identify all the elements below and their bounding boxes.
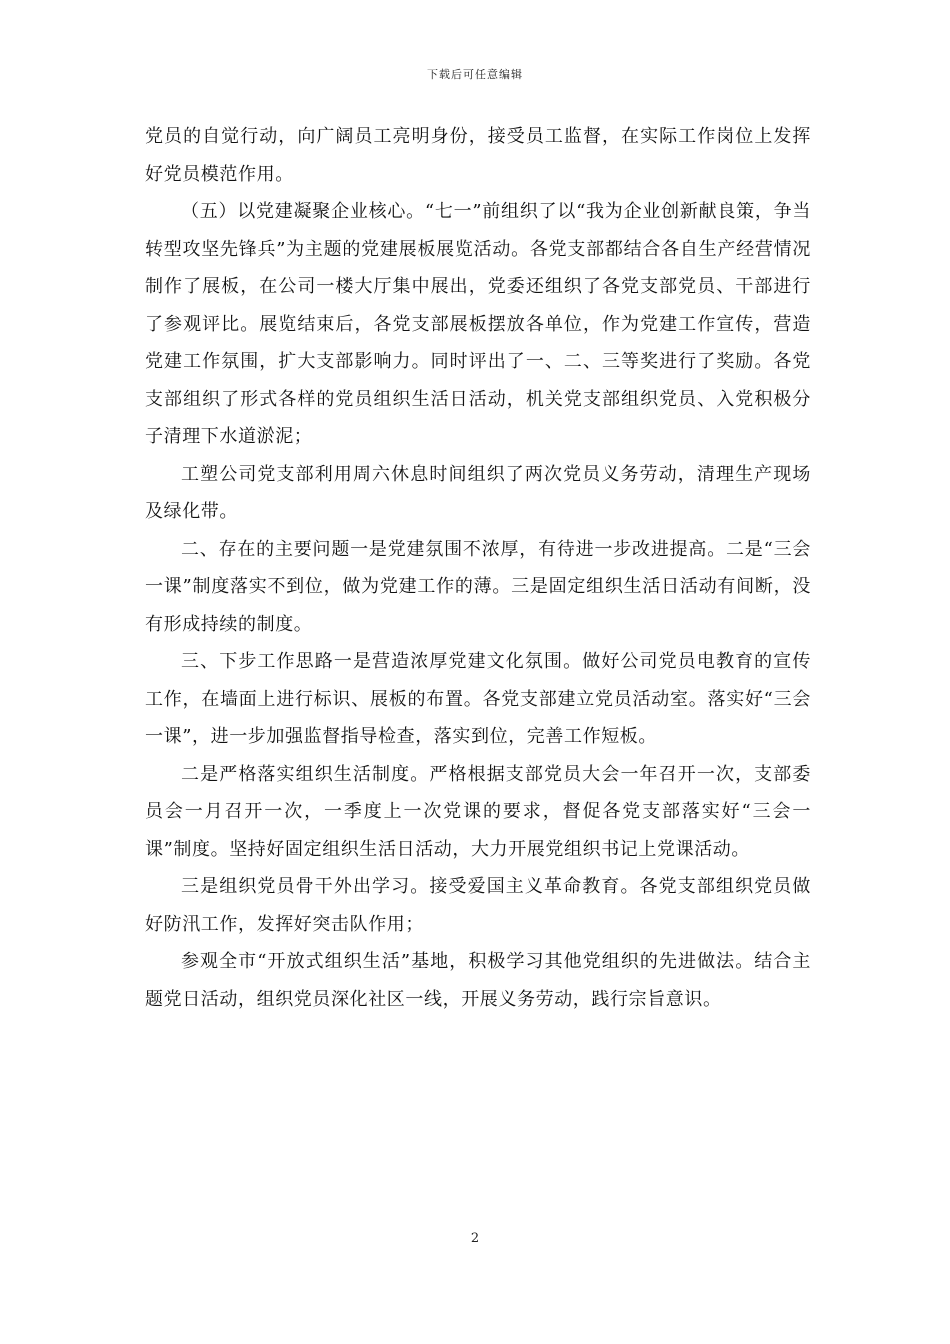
paragraph-5: 三、下步工作思路一是营造浓厚党建文化氛围。做好公司党员电教育的宣传工作，在墙面上进行标识、展板的布置。各党支部建立党员活动室。落实好“三会一课”，进一步加强监督指导检查，落实到位，完善工作短板。 — [145, 651, 811, 747]
page-number: 2 — [470, 1231, 480, 1246]
paragraph-8: 参观全市“开放式组织生活”基地，积极学习其他党组织的先进做法。结合主题党日活动，组织党员深化社区一线，开展义务劳动，践行宗旨意识。 — [145, 951, 811, 1010]
paragraph-3: 工塑公司党支部利用周六休息时间组织了两次党员义务劳动，清理生产现场及绿化带。 — [145, 463, 811, 522]
document-body — [145, 118, 811, 1018]
paragraph-1: 党员的自觉行动，向广阔员工亮明身份，接受员工监督，在实际工作岗位上发挥好党员模范作用。 — [145, 126, 811, 185]
paragraph-2: （五）以党建凝聚企业核心。“七一”前组织了以“我为企业创新献良策，争当转型攻坚先锋兵”为主题的党建展板展览活动。各党支部都结合各自生产经营情况制作了展板，在公司一楼大厅集中展出，党委还组织了各党支部党员、干部进行了参观评比。展览结束后，各党支部展板摆放各单位，作为党建工作宣传，营造党建工作氛围，扩大支部影响力。同时评出了一、二、三等奖进行了奖励。各党支部组织了形式各样的党员组织生活日活动，机关党支部组织党员、入党积极分子清理下水道淤泥； — [145, 201, 811, 447]
paragraph-7: 三是组织党员骨干外出学习。接受爱国主义革命教育。各党支部组织党员做好防汛工作，发挥好突击队作用； — [145, 876, 811, 935]
paragraph-6: 二是严格落实组织生活制度。严格根据支部党员大会一年召开一次，支部委员会一月召开一次，一季度上一次党课的要求，督促各党支部落实好“三会一课”制度。坚持好固定组织生活日活动，大力开展党组织书记上党课活动。 — [145, 763, 811, 860]
page-header: 下载后可任意编辑 — [427, 68, 523, 81]
paragraph-4: 二、存在的主要问题一是党建氛围不浓厚，有待进一步改进提高。二是“三会一课”制度落实不到位，做为党建工作的薄。三是固定组织生活日活动有间断，没有形成持续的制度。 — [145, 538, 811, 635]
